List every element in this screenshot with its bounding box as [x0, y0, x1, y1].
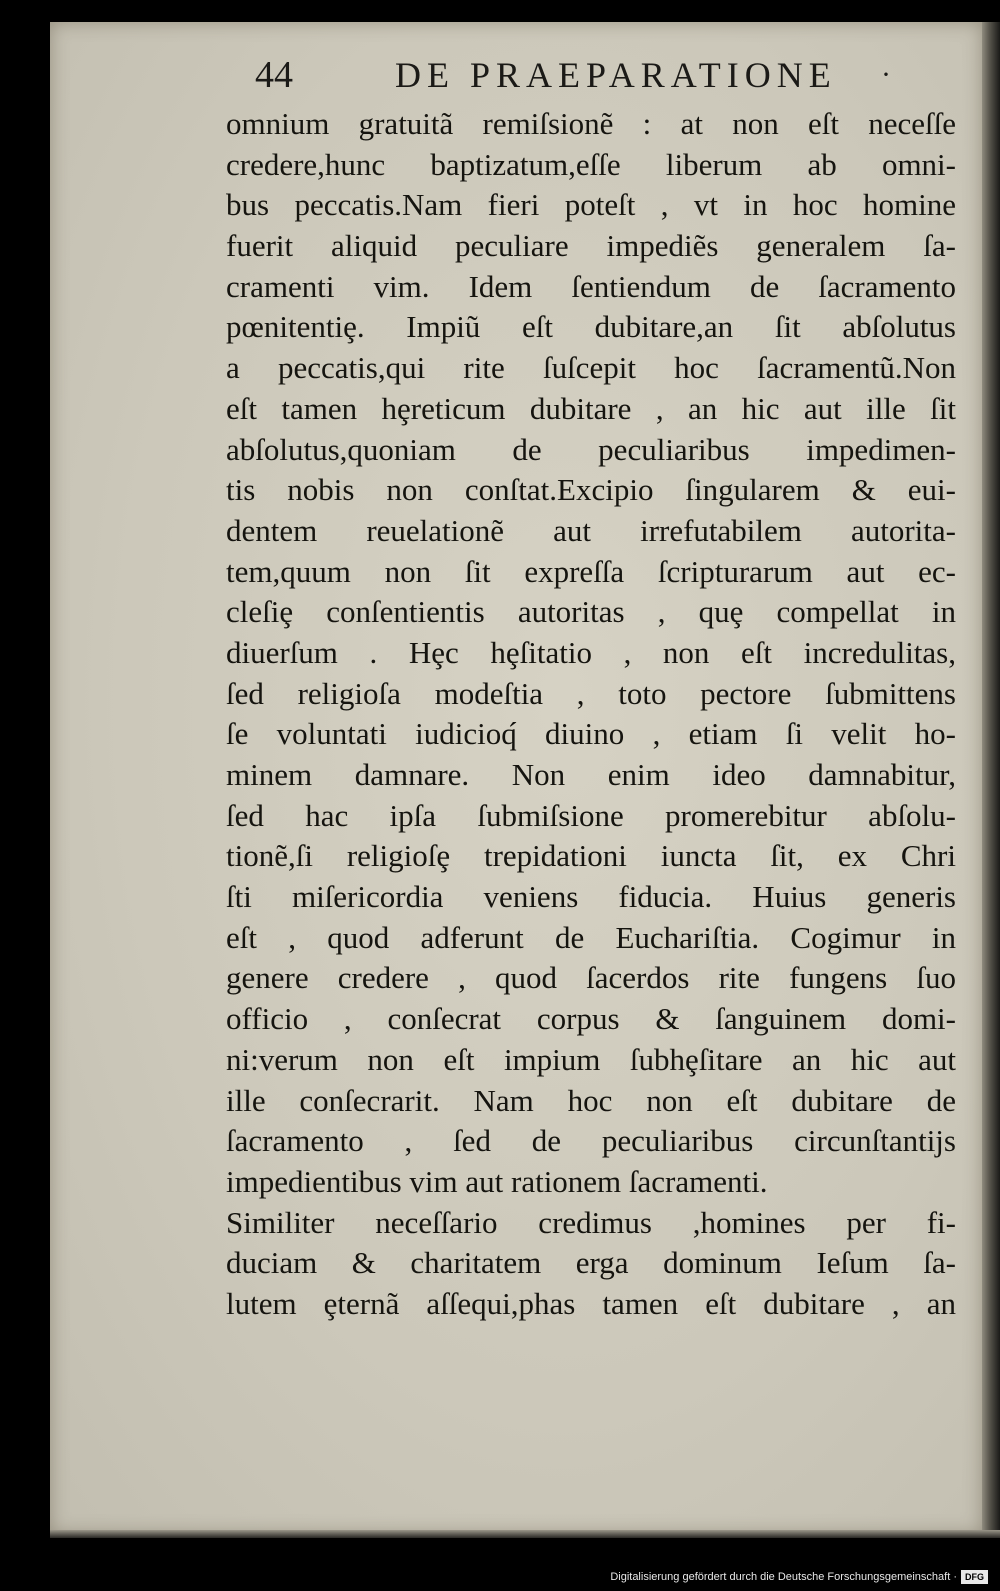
page-number: 44 [255, 54, 293, 96]
text-line: ſti miſericordia veniens fiducia. Huius generis [226, 879, 956, 915]
text-line: credere,hunc baptizatum,eſſe liberum ab omni- [226, 146, 956, 182]
text-line: minem damnare. Non enim ideo damnabitur, [226, 757, 956, 792]
text-line: ſacramento , ſed de peculiaribus circunſtantijs [226, 1123, 956, 1159]
text-line: Similiter neceſſario credimus ,homines per fi- [226, 1204, 956, 1240]
text-line: dentem reuelationẽ aut irrefutabilem autorita- [226, 512, 956, 548]
digitization-credit [610, 1567, 988, 1587]
text-line: a peccatis,qui rite ſuſcepit hoc ſacramentũ.Non [226, 350, 956, 386]
text-line: tem,quum non ſit expreſſa ſcripturarum aut ec- [226, 553, 956, 589]
text-line: ni:verum non eſt impium ſubhȩſitare an hic aut [226, 1041, 956, 1077]
text-line: ſed religioſa modeſtia , toto pectore ſubmittens [226, 675, 956, 711]
text-line: fuerit aliquid peculiare impediẽs generalem ſa- [226, 228, 956, 264]
page-header [255, 50, 895, 100]
text-line: ille conſecrarit. Nam hoc non eſt dubitare de [226, 1082, 956, 1118]
text-line: ſe voluntati iudicioq́ diuino , etiam ſi velit ho- [226, 716, 956, 752]
text-line: tionẽ,ſi religioſȩ trepidationi iuncta ſit, ex Chri [226, 838, 956, 874]
header-mark: · [881, 58, 891, 91]
page-edge-right [982, 22, 1000, 1534]
text-line: eſt tamen hȩreticum dubitare , an hic aut ille ſit [226, 390, 956, 426]
credit-text: Digitalisierung gefördert durch die Deutsche Forschungsgemeinschaft · [610, 1571, 957, 1583]
text-line: ſed hac ipſa ſubmiſsione promerebitur abſolu- [226, 797, 956, 833]
text-line: cleſiȩ conſentientis autoritas , quȩ compellat in [226, 594, 956, 630]
dfg-logo: DFG [961, 1570, 988, 1584]
text-line: abſolutus,quoniam de peculiaribus impedimen- [226, 431, 956, 467]
text-line: impedientibus vim aut rationem ſacramenti. [226, 1163, 768, 1199]
text-line: officio , conſecrat corpus & ſanguinem domi- [226, 1001, 956, 1037]
text-line: lutem ȩternã aſſequi,phas tamen eſt dubitare , an [226, 1285, 956, 1321]
text-line: duciam & charitatem erga dominum Ieſum ſa- [226, 1245, 956, 1281]
text-line: tis nobis non conſtat.Excipio ſingularem & eui- [226, 472, 956, 508]
text-line: genere credere , quod ſacerdos rite fungens ſuo [226, 960, 956, 996]
body-text [226, 104, 956, 1325]
text-line: omnium gratuitã remiſsionẽ : at non eſt neceſſe [226, 106, 956, 141]
text-line: bus peccatis.Nam fieri poteſt , vt in hoc homine [226, 187, 956, 223]
page-edge-bottom [50, 1530, 1000, 1538]
running-head: DE PRAEPARATIONE [395, 55, 837, 95]
text-line: pœnitentiȩ. Impiũ eſt dubitare,an ſit abſolutus [226, 309, 956, 345]
text-line: diuerſum . Hȩc hȩſitatio , non eſt incredulitas, [226, 634, 956, 670]
text-line: cramenti vim. Idem ſentiendum de ſacramento [226, 268, 956, 304]
text-line: eſt , quod adferunt de Euchariſtia. Cogimur in [226, 919, 956, 955]
